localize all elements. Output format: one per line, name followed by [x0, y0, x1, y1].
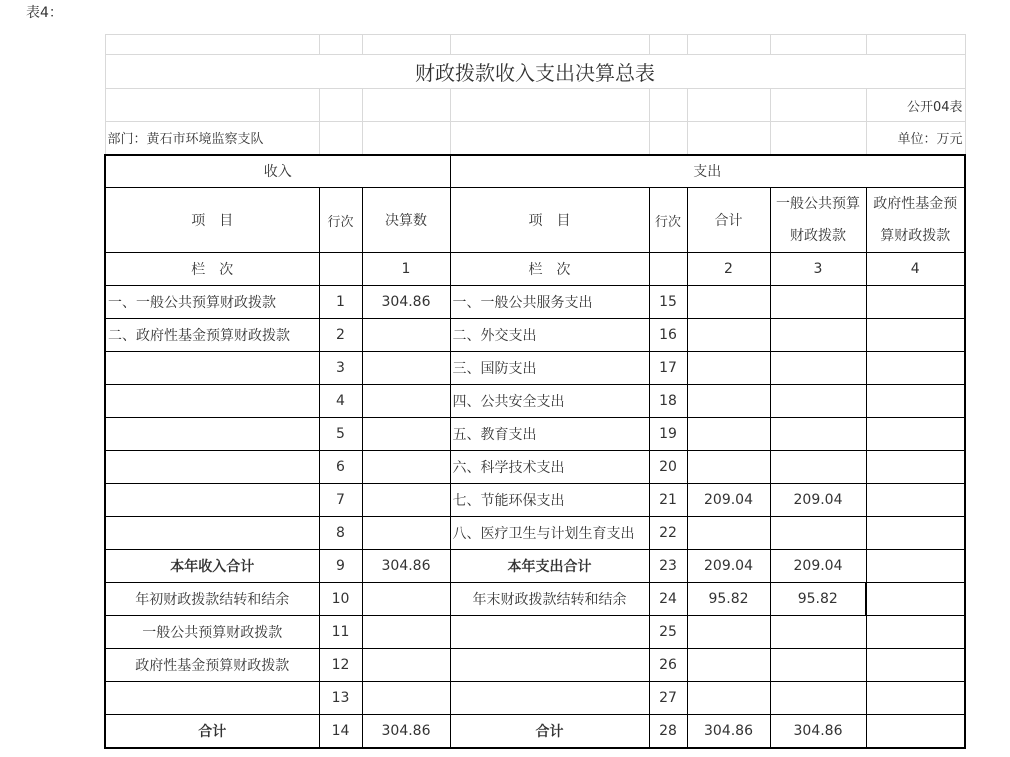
- income-row-no: 9: [319, 550, 362, 583]
- expense-col-label: 栏 次: [450, 253, 649, 286]
- income-amount: 304.86: [362, 286, 450, 319]
- income-item: 一、一般公共预算财政拨款: [105, 286, 319, 319]
- expense-general: [770, 418, 866, 451]
- table-row: [105, 715, 965, 748]
- income-header: 收入: [105, 155, 450, 188]
- income-item-header: 项 目: [105, 188, 319, 253]
- empty-cell: [687, 122, 770, 155]
- expense-item: 五、教育支出: [450, 418, 649, 451]
- expense-fund: [866, 616, 965, 649]
- expense-header: 支出: [450, 155, 965, 188]
- table-row: [105, 682, 965, 715]
- department-label: 部门：黄石市环境监察支队: [105, 122, 319, 155]
- income-item: [105, 517, 319, 550]
- empty-cell: [319, 35, 362, 55]
- income-row-no: 6: [319, 451, 362, 484]
- expense-item: [450, 616, 649, 649]
- expense-fund: [866, 286, 965, 319]
- expense-general: [770, 682, 866, 715]
- form-number: 公开04表: [866, 89, 965, 122]
- income-amount: [362, 319, 450, 352]
- expense-total: 304.86: [687, 715, 770, 748]
- income-item: [105, 385, 319, 418]
- table-row: [105, 418, 965, 451]
- budget-summary-table: [104, 34, 966, 749]
- table-caption: 表4：: [26, 5, 63, 21]
- expense-total: 209.04: [687, 550, 770, 583]
- empty-cell: [319, 122, 362, 155]
- expense-general: [770, 385, 866, 418]
- empty-cell: [770, 35, 866, 55]
- empty-cell: [450, 122, 649, 155]
- expense-item: 年末财政拨款结转和结余: [450, 583, 649, 616]
- expense-row-no: 19: [649, 418, 687, 451]
- expense-general: 209.04: [770, 550, 866, 583]
- expense-general: [770, 319, 866, 352]
- expense-fund: [866, 352, 965, 385]
- expense-fund: [866, 418, 965, 451]
- income-amount: [362, 418, 450, 451]
- general-budget-header: 一般公共预算财政拨款: [770, 188, 866, 253]
- expense-general: [770, 517, 866, 550]
- expense-item: 一、一般公共服务支出: [450, 286, 649, 319]
- expense-total: [687, 451, 770, 484]
- empty-cell: [866, 35, 965, 55]
- expense-fund: [866, 715, 965, 748]
- expense-item: 六、科学技术支出: [450, 451, 649, 484]
- expense-total: [687, 517, 770, 550]
- expense-general: [770, 649, 866, 682]
- expense-general: [770, 616, 866, 649]
- income-row-no: 14: [319, 715, 362, 748]
- expense-row-no: 25: [649, 616, 687, 649]
- expense-item-header: 项 目: [450, 188, 649, 253]
- expense-fund: [866, 583, 965, 616]
- expense-general: 304.86: [770, 715, 866, 748]
- expense-total: [687, 286, 770, 319]
- empty-cell: [362, 89, 450, 122]
- expense-total: [687, 682, 770, 715]
- col-number-1: 1: [362, 253, 450, 286]
- expense-row-no: 24: [649, 583, 687, 616]
- empty-cell: [649, 89, 687, 122]
- income-amount: [362, 352, 450, 385]
- expense-row-no: 16: [649, 319, 687, 352]
- total-header: 合计: [687, 188, 770, 253]
- income-item: 一般公共预算财政拨款: [105, 616, 319, 649]
- expense-item: 四、公共安全支出: [450, 385, 649, 418]
- expense-fund: [866, 319, 965, 352]
- col-number-2: 2: [687, 253, 770, 286]
- expense-general: 209.04: [770, 484, 866, 517]
- expense-row-no: 21: [649, 484, 687, 517]
- expense-general: [770, 286, 866, 319]
- expense-row-no: 28: [649, 715, 687, 748]
- income-row-no: 5: [319, 418, 362, 451]
- expense-total: [687, 319, 770, 352]
- expense-item: 八、医疗卫生与计划生育支出: [450, 517, 649, 550]
- table-row: [105, 385, 965, 418]
- empty-cell: [687, 35, 770, 55]
- expense-row-no: 17: [649, 352, 687, 385]
- income-row-no: 11: [319, 616, 362, 649]
- expense-grand-total-label: 合计: [450, 715, 649, 748]
- income-grand-total-label: 合计: [105, 715, 319, 748]
- empty-cell: [105, 35, 319, 55]
- expense-row-no: 26: [649, 649, 687, 682]
- expense-row-no: 23: [649, 550, 687, 583]
- expense-item: [450, 682, 649, 715]
- expense-row-no: 20: [649, 451, 687, 484]
- income-amount: [362, 385, 450, 418]
- expense-fund: [866, 550, 965, 583]
- income-row-no: 7: [319, 484, 362, 517]
- table-row: [105, 484, 965, 517]
- income-row-no: 2: [319, 319, 362, 352]
- expense-fund: [866, 451, 965, 484]
- empty-cell: [687, 89, 770, 122]
- expense-fund: [866, 484, 965, 517]
- expense-fund: [866, 649, 965, 682]
- expense-row-no: 22: [649, 517, 687, 550]
- expense-general: 95.82: [770, 583, 866, 616]
- final-amount-header: 决算数: [362, 188, 450, 253]
- income-row-no: 1: [319, 286, 362, 319]
- expense-fund: [866, 385, 965, 418]
- income-item: [105, 451, 319, 484]
- col-number-3: 3: [770, 253, 866, 286]
- income-col-label: 栏 次: [105, 253, 319, 286]
- expense-total: 95.82: [687, 583, 770, 616]
- expense-total: [687, 352, 770, 385]
- empty-cell: [770, 122, 866, 155]
- expense-fund: [866, 682, 965, 715]
- income-row-no-header: 行次: [319, 188, 362, 253]
- income-amount: [362, 583, 450, 616]
- income-amount: 304.86: [362, 550, 450, 583]
- empty-cell: [362, 122, 450, 155]
- expense-total: [687, 385, 770, 418]
- expense-fund: [866, 517, 965, 550]
- unit-label: 单位：万元: [866, 122, 965, 155]
- expense-row-no: 15: [649, 286, 687, 319]
- expense-item: 二、外交支出: [450, 319, 649, 352]
- empty-cell: [450, 89, 649, 122]
- empty-cell: [319, 89, 362, 122]
- expense-general: [770, 451, 866, 484]
- income-row-no: 12: [319, 649, 362, 682]
- income-amount: [362, 517, 450, 550]
- empty-cell: [362, 35, 450, 55]
- expense-total: 209.04: [687, 484, 770, 517]
- empty-cell: [649, 35, 687, 55]
- income-item: 政府性基金预算财政拨款: [105, 649, 319, 682]
- table-title: 财政拨款收入支出决算总表: [105, 55, 965, 89]
- income-amount: [362, 484, 450, 517]
- expense-total: [687, 616, 770, 649]
- table-row: [105, 319, 965, 352]
- table-row: [105, 616, 965, 649]
- income-amount: 304.86: [362, 715, 450, 748]
- expense-item: 七、节能环保支出: [450, 484, 649, 517]
- income-row-no: 3: [319, 352, 362, 385]
- income-item: [105, 418, 319, 451]
- table-row: [105, 286, 965, 319]
- income-item: [105, 484, 319, 517]
- income-row-no: 13: [319, 682, 362, 715]
- empty-cell: [649, 122, 687, 155]
- table-row: [105, 583, 965, 616]
- expense-item: [450, 649, 649, 682]
- income-row-no: 10: [319, 583, 362, 616]
- income-item: 二、政府性基金预算财政拨款: [105, 319, 319, 352]
- expense-general: [770, 352, 866, 385]
- table-row: [105, 451, 965, 484]
- expense-total: [687, 418, 770, 451]
- empty-cell: [649, 253, 687, 286]
- income-item: [105, 352, 319, 385]
- expense-subtotal-label: 本年支出合计: [450, 550, 649, 583]
- table-row: [105, 649, 965, 682]
- income-amount: [362, 616, 450, 649]
- expense-row-no: 18: [649, 385, 687, 418]
- expense-row-no: 27: [649, 682, 687, 715]
- income-item: 年初财政拨款结转和结余: [105, 583, 319, 616]
- expense-row-no-header: 行次: [649, 188, 687, 253]
- col-number-4: 4: [866, 253, 965, 286]
- table-row: [105, 517, 965, 550]
- empty-cell: [450, 35, 649, 55]
- empty-cell: [319, 253, 362, 286]
- empty-cell: [770, 89, 866, 122]
- table-row: [105, 550, 965, 583]
- table-row: [105, 352, 965, 385]
- income-amount: [362, 682, 450, 715]
- expense-item: 三、国防支出: [450, 352, 649, 385]
- gov-fund-header: 政府性基金预算财政拨款: [866, 188, 965, 253]
- income-item: [105, 682, 319, 715]
- income-amount: [362, 649, 450, 682]
- empty-cell: [105, 89, 319, 122]
- income-row-no: 4: [319, 385, 362, 418]
- income-row-no: 8: [319, 517, 362, 550]
- expense-total: [687, 649, 770, 682]
- income-subtotal-label: 本年收入合计: [105, 550, 319, 583]
- income-amount: [362, 451, 450, 484]
